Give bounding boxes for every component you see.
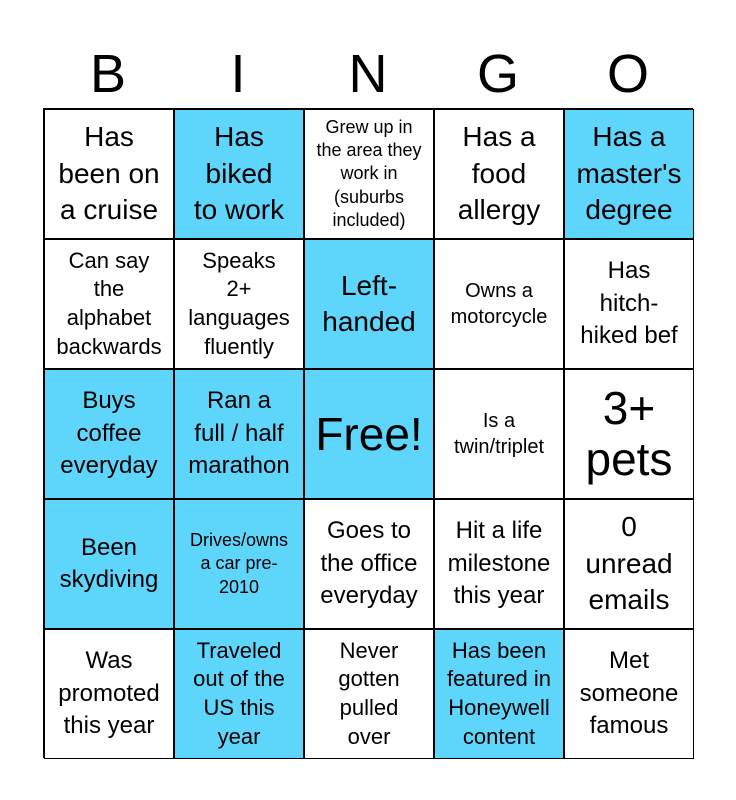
bingo-cell-g-2[interactable] — [434, 239, 564, 369]
bingo-cell-line: US this — [203, 695, 275, 720]
bingo-cell-line: Was — [85, 647, 133, 675]
bingo-cell-line: unread — [585, 547, 673, 579]
bingo-cell-o-5[interactable] — [564, 629, 694, 759]
bingo-cell-line: work in — [340, 163, 398, 184]
bingo-cell-line: skydiving — [59, 566, 159, 593]
bingo-cell-line: Owns a — [465, 280, 533, 302]
bingo-cell-line: allergy — [457, 194, 541, 226]
bingo-cell-i-5[interactable] — [174, 629, 304, 759]
bingo-cell-line: Honeywell — [448, 695, 550, 720]
bingo-cell-line: Free! — [315, 407, 423, 460]
bingo-cell-line: Ran a — [206, 387, 272, 415]
bingo-cell-line: milestone — [447, 549, 551, 577]
bingo-cell-line: year — [217, 723, 261, 749]
bingo-cell-line: everyday — [60, 452, 158, 480]
bingo-cell-line: content — [462, 723, 536, 749]
bingo-cell-line: included) — [332, 210, 406, 231]
bingo-cell-b-3[interactable] — [44, 369, 174, 499]
bingo-cell-line: a cruise — [59, 194, 159, 226]
bingo-card-grid — [43, 108, 693, 758]
bingo-cell-g-1[interactable] — [434, 109, 564, 239]
bingo-cell-i-4[interactable] — [174, 499, 304, 629]
bingo-cell-line: Traveled — [196, 637, 282, 663]
bingo-cell-text — [448, 515, 551, 612]
bingo-cell-line: out of the — [193, 666, 285, 692]
bingo-cell-line: hitch- — [599, 289, 659, 317]
bingo-cell-text — [586, 383, 673, 484]
bingo-cell-line: marathon — [188, 452, 290, 480]
bingo-cell-line: been on — [58, 157, 160, 189]
header-letter-b: B — [89, 44, 127, 104]
bingo-cell-line: languages — [188, 305, 290, 330]
bingo-cell-text — [194, 119, 284, 228]
bingo-cell-text — [447, 637, 551, 751]
bingo-cell-line: Goes to — [326, 517, 412, 545]
bingo-cell-i-1[interactable] — [174, 109, 304, 239]
bingo-cell-g-5[interactable] — [434, 629, 564, 759]
bingo-cell-line: Never — [339, 637, 399, 663]
bingo-cell-text — [60, 532, 159, 597]
bingo-cell-text — [580, 255, 677, 352]
bingo-cell-line: hiked bef — [580, 322, 678, 350]
bingo-cell-line: Has a — [462, 121, 536, 153]
bingo-cell-line: 3+ — [602, 382, 656, 435]
bingo-cell-line: gotten — [338, 666, 400, 692]
bingo-cell-n-3[interactable] — [304, 369, 434, 499]
bingo-cell-o-4[interactable] — [564, 499, 694, 629]
bingo-cell-text — [454, 408, 544, 460]
bingo-cell-i-3[interactable] — [174, 369, 304, 499]
bingo-cell-line: handed — [322, 306, 416, 337]
bingo-cell-text — [338, 637, 399, 751]
bingo-cell-line: 2010 — [218, 576, 260, 597]
bingo-cell-n-5[interactable] — [304, 629, 434, 759]
bingo-cell-line: famous — [589, 712, 669, 740]
bingo-cell-line: 0 — [621, 511, 637, 543]
bingo-cell-text — [188, 247, 290, 361]
bingo-cell-n-1[interactable] — [304, 109, 434, 239]
bingo-cell-line: this year — [453, 582, 545, 610]
bingo-cell-line: (suburbs — [333, 186, 404, 207]
bingo-cell-line: Speaks — [202, 247, 276, 273]
bingo-cell-line: Has — [214, 121, 264, 153]
bingo-cell-line: pulled — [339, 695, 399, 720]
bingo-cell-line: food — [471, 157, 527, 189]
bingo-cell-line: degree — [585, 194, 673, 226]
bingo-cell-text — [60, 385, 157, 482]
bingo-cell-b-5[interactable] — [44, 629, 174, 759]
bingo-cell-text — [320, 515, 417, 612]
bingo-header — [43, 40, 693, 108]
bingo-cell-text — [315, 409, 422, 460]
bingo-cell-text — [577, 119, 682, 228]
bingo-cell-line: over — [347, 723, 391, 749]
bingo-cell-line: full / half — [194, 419, 284, 447]
bingo-cell-n-4[interactable] — [304, 499, 434, 629]
bingo-cell-line: Is a — [482, 410, 516, 432]
bingo-cell-text — [193, 637, 285, 751]
bingo-cell-line: 2+ — [226, 276, 252, 302]
bingo-cell-line: twin/triplet — [453, 436, 545, 458]
bingo-cell-b-1[interactable] — [44, 109, 174, 239]
bingo-cell-text — [188, 385, 289, 482]
bingo-cell-text — [316, 116, 421, 233]
bingo-cell-line: Has — [84, 121, 134, 153]
bingo-cell-line: motorcycle — [450, 306, 548, 328]
bingo-cell-line: the office — [320, 549, 418, 577]
bingo-cell-text — [322, 268, 415, 341]
bingo-cell-o-2[interactable] — [564, 239, 694, 369]
bingo-cell-line: Buys — [82, 387, 136, 415]
bingo-cell-b-2[interactable] — [44, 239, 174, 369]
bingo-cell-line: emails — [588, 584, 670, 616]
bingo-cell-i-2[interactable] — [174, 239, 304, 369]
header-letter-g: G — [476, 44, 519, 104]
header-letter-o: O — [606, 44, 649, 104]
bingo-cell-line: Hit a life — [455, 517, 543, 545]
bingo-cell-text — [190, 529, 288, 599]
bingo-cell-b-4[interactable] — [44, 499, 174, 629]
bingo-cell-line: the — [93, 276, 125, 302]
bingo-cell-line: everyday — [320, 582, 418, 610]
bingo-cell-g-3[interactable] — [434, 369, 564, 499]
bingo-cell-line: this year — [63, 712, 155, 740]
bingo-cell-line: Drives/owns — [189, 529, 289, 550]
bingo-cell-line: Been — [80, 533, 138, 561]
bingo-cell-text — [580, 645, 679, 742]
bingo-cell-line: featured in — [447, 666, 551, 692]
bingo-cell-text — [58, 645, 159, 742]
bingo-cell-text — [58, 119, 159, 228]
bingo-cell-line: alphabet — [66, 305, 152, 330]
header-letter-n: N — [348, 44, 388, 104]
bingo-cell-line: Can say — [68, 247, 150, 273]
bingo-cell-line: backwards — [56, 333, 162, 359]
bingo-cell-text — [585, 509, 672, 618]
bingo-cell-n-2[interactable] — [304, 239, 434, 369]
bingo-cell-line: Has — [607, 257, 651, 285]
bingo-cell-line: the area they — [316, 139, 422, 160]
bingo-cell-line: Has a — [592, 121, 666, 153]
bingo-cell-line: Left- — [340, 269, 398, 301]
bingo-cell-o-3[interactable] — [564, 369, 694, 499]
bingo-cell-text — [56, 247, 161, 361]
bingo-cell-line: someone — [579, 679, 679, 707]
bingo-cell-line: fluently — [204, 333, 274, 359]
bingo-cell-line: promoted — [58, 679, 160, 707]
bingo-cell-line: Has been — [451, 637, 547, 663]
bingo-cell-line: Met — [608, 647, 649, 675]
bingo-cell-o-1[interactable] — [564, 109, 694, 239]
bingo-cell-line: pets — [585, 433, 673, 485]
bingo-cell-g-4[interactable] — [434, 499, 564, 629]
bingo-cell-line: a car pre- — [200, 553, 278, 574]
header-letter-i: I — [230, 44, 246, 104]
bingo-cell-text — [458, 119, 540, 228]
bingo-cell-line: coffee — [76, 419, 142, 447]
bingo-cell-line: to work — [193, 194, 285, 226]
bingo-cell-line: Grew up in — [325, 116, 413, 137]
bingo-cell-line: biked — [205, 157, 273, 189]
bingo-cell-text — [451, 278, 548, 330]
bingo-cell-line: master's — [576, 157, 682, 189]
